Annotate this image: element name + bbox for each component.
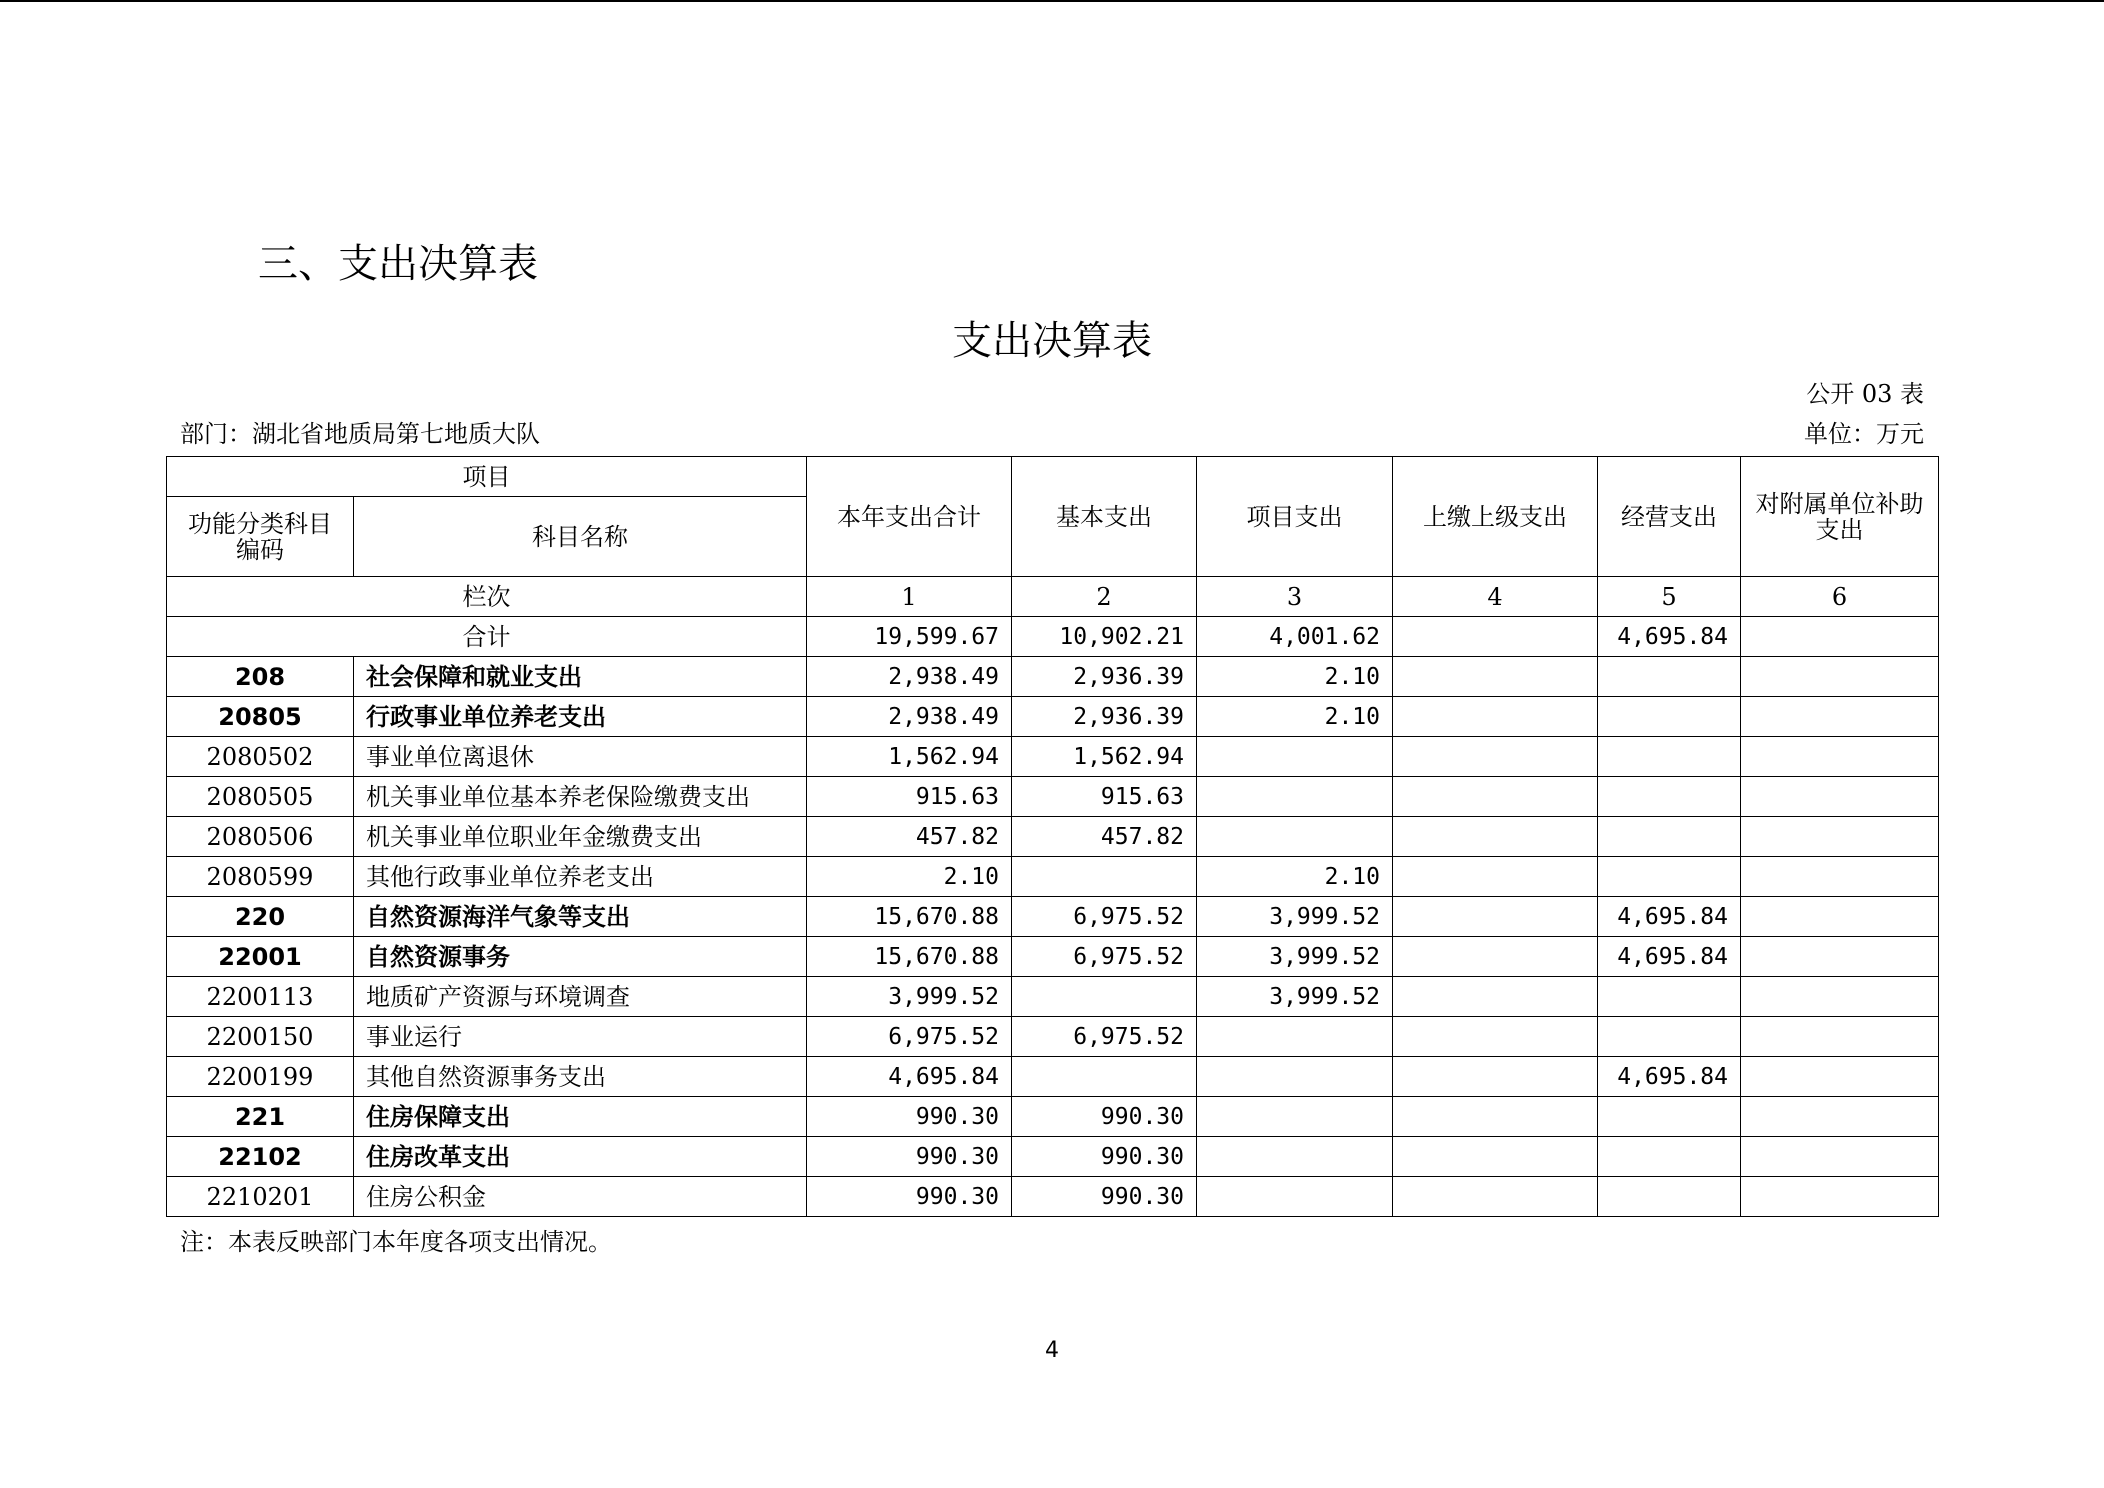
- header-total: 本年支出合计: [807, 457, 1012, 577]
- table-row: [167, 737, 1939, 777]
- table-row: [167, 937, 1939, 977]
- table-row: [167, 1097, 1939, 1137]
- row-total: 4,695.84: [807, 1057, 1012, 1097]
- row-total: 990.30: [807, 1137, 1012, 1177]
- row-subsidy: [1741, 737, 1939, 777]
- row-total: 1,562.94: [807, 737, 1012, 777]
- row-subsidy: [1741, 697, 1939, 737]
- row-name: 其他行政事业单位养老支出: [354, 857, 807, 897]
- row-code: 2200199: [167, 1057, 354, 1097]
- row-basic: 990.30: [1012, 1177, 1197, 1217]
- row-project: [1197, 817, 1393, 857]
- row-superior: [1393, 977, 1598, 1017]
- row-total: 915.63: [807, 777, 1012, 817]
- row-subsidy: [1741, 1137, 1939, 1177]
- row-basic: 6,975.52: [1012, 937, 1197, 977]
- row-subsidy: [1741, 857, 1939, 897]
- row-project: [1197, 777, 1393, 817]
- table-row: [167, 1177, 1939, 1217]
- row-code: 20805: [167, 697, 354, 737]
- row-basic: 915.63: [1012, 777, 1197, 817]
- row-superior: [1393, 937, 1598, 977]
- row-project: 3,999.52: [1197, 897, 1393, 937]
- row-name: 住房公积金: [354, 1177, 807, 1217]
- row-business: 4,695.84: [1598, 937, 1741, 977]
- row-basic: 2,936.39: [1012, 657, 1197, 697]
- total-project: 4,001.62: [1197, 617, 1393, 657]
- row-subsidy: [1741, 1017, 1939, 1057]
- table-row: [167, 1057, 1939, 1097]
- row-basic: 990.30: [1012, 1097, 1197, 1137]
- row-business: [1598, 737, 1741, 777]
- row-basic: 6,975.52: [1012, 897, 1197, 937]
- row-business: [1598, 1017, 1741, 1057]
- row-superior: [1393, 857, 1598, 897]
- header-business: 经营支出: [1598, 457, 1741, 577]
- row-code: 2080599: [167, 857, 354, 897]
- row-subsidy: [1741, 1177, 1939, 1217]
- row-code: 220: [167, 897, 354, 937]
- row-code: 208: [167, 657, 354, 697]
- row-basic: [1012, 977, 1197, 1017]
- row-basic: 2,936.39: [1012, 697, 1197, 737]
- row-code: 2210201: [167, 1177, 354, 1217]
- col-number: 5: [1598, 577, 1741, 617]
- total-amount: 19,599.67: [807, 617, 1012, 657]
- row-code: 2080502: [167, 737, 354, 777]
- expenditure-table: [166, 456, 1939, 1217]
- table-row: [167, 1137, 1939, 1177]
- table-row: [167, 977, 1939, 1017]
- row-code: 2080505: [167, 777, 354, 817]
- total-label: 合计: [167, 617, 807, 657]
- row-superior: [1393, 1017, 1598, 1057]
- header-basic: 基本支出: [1012, 457, 1197, 577]
- row-project: [1197, 1017, 1393, 1057]
- row-superior: [1393, 897, 1598, 937]
- row-name: 社会保障和就业支出: [354, 657, 807, 697]
- row-total: 990.30: [807, 1177, 1012, 1217]
- row-total: 3,999.52: [807, 977, 1012, 1017]
- row-business: [1598, 777, 1741, 817]
- total-superior: [1393, 617, 1598, 657]
- row-business: [1598, 697, 1741, 737]
- row-total: 990.30: [807, 1097, 1012, 1137]
- row-business: 4,695.84: [1598, 897, 1741, 937]
- table-row: [167, 697, 1939, 737]
- total-row: [167, 617, 1939, 657]
- row-total: 15,670.88: [807, 897, 1012, 937]
- header-code: 功能分类科目编码: [167, 497, 354, 577]
- table-row: [167, 857, 1939, 897]
- row-project: [1197, 1097, 1393, 1137]
- header-item: 项目: [167, 457, 807, 497]
- row-project: 3,999.52: [1197, 977, 1393, 1017]
- row-total: 2.10: [807, 857, 1012, 897]
- row-project: [1197, 1057, 1393, 1097]
- row-subsidy: [1741, 1057, 1939, 1097]
- row-basic: [1012, 857, 1197, 897]
- unit-label: 单位：万元: [1804, 420, 1924, 448]
- row-superior: [1393, 1177, 1598, 1217]
- total-subsidy: [1741, 617, 1939, 657]
- row-business: [1598, 1177, 1741, 1217]
- row-superior: [1393, 657, 1598, 697]
- row-business: 4,695.84: [1598, 1057, 1741, 1097]
- row-name: 其他自然资源事务支出: [354, 1057, 807, 1097]
- row-business: [1598, 817, 1741, 857]
- total-basic: 10,902.21: [1012, 617, 1197, 657]
- row-project: [1197, 1137, 1393, 1177]
- row-basic: 1,562.94: [1012, 737, 1197, 777]
- row-basic: [1012, 1057, 1197, 1097]
- col-number: 4: [1393, 577, 1598, 617]
- table-row: [167, 1017, 1939, 1057]
- row-total: 6,975.52: [807, 1017, 1012, 1057]
- page-number: 4: [1045, 1338, 1059, 1363]
- row-total: 457.82: [807, 817, 1012, 857]
- row-name: 地质矿产资源与环境调查: [354, 977, 807, 1017]
- column-number-row: [167, 577, 1939, 617]
- row-name: 机关事业单位基本养老保险缴费支出: [354, 777, 807, 817]
- row-name: 住房保障支出: [354, 1097, 807, 1137]
- row-subsidy: [1741, 897, 1939, 937]
- row-superior: [1393, 817, 1598, 857]
- table-row: [167, 817, 1939, 857]
- row-project: [1197, 737, 1393, 777]
- col-number: 3: [1197, 577, 1393, 617]
- row-subsidy: [1741, 1097, 1939, 1137]
- row-name: 自然资源海洋气象等支出: [354, 897, 807, 937]
- row-code: 2080506: [167, 817, 354, 857]
- form-number: 公开 03 表: [1806, 380, 1924, 408]
- row-project: 2.10: [1197, 657, 1393, 697]
- row-project: [1197, 1177, 1393, 1217]
- row-subsidy: [1741, 977, 1939, 1017]
- row-total: 2,938.49: [807, 657, 1012, 697]
- row-name: 自然资源事务: [354, 937, 807, 977]
- row-name: 住房改革支出: [354, 1137, 807, 1177]
- total-business: 4,695.84: [1598, 617, 1741, 657]
- row-basic: 6,975.52: [1012, 1017, 1197, 1057]
- row-total: 2,938.49: [807, 697, 1012, 737]
- row-project: 3,999.52: [1197, 937, 1393, 977]
- row-superior: [1393, 737, 1598, 777]
- row-project: 2.10: [1197, 857, 1393, 897]
- row-subsidy: [1741, 777, 1939, 817]
- row-basic: 457.82: [1012, 817, 1197, 857]
- row-business: [1598, 657, 1741, 697]
- column-row-label: 栏次: [167, 577, 807, 617]
- department-label: 部门：湖北省地质局第七地质大队: [180, 420, 540, 448]
- header-superior: 上缴上级支出: [1393, 457, 1598, 577]
- table-row: [167, 657, 1939, 697]
- row-total: 15,670.88: [807, 937, 1012, 977]
- top-border-line: [0, 0, 2104, 2]
- row-code: 2200150: [167, 1017, 354, 1057]
- row-basic: 990.30: [1012, 1137, 1197, 1177]
- row-code: 221: [167, 1097, 354, 1137]
- row-name: 机关事业单位职业年金缴费支出: [354, 817, 807, 857]
- row-subsidy: [1741, 817, 1939, 857]
- table-title: 支出决算表: [952, 318, 1152, 364]
- row-business: [1598, 1137, 1741, 1177]
- row-business: [1598, 977, 1741, 1017]
- row-superior: [1393, 697, 1598, 737]
- row-superior: [1393, 1097, 1598, 1137]
- table-row: [167, 777, 1939, 817]
- row-superior: [1393, 1137, 1598, 1177]
- section-heading: 三、支出决算表: [258, 241, 538, 287]
- col-number: 1: [807, 577, 1012, 617]
- row-code: 2200113: [167, 977, 354, 1017]
- row-name: 事业运行: [354, 1017, 807, 1057]
- row-name: 事业单位离退休: [354, 737, 807, 777]
- row-superior: [1393, 777, 1598, 817]
- row-subsidy: [1741, 937, 1939, 977]
- table-row: [167, 897, 1939, 937]
- header-project: 项目支出: [1197, 457, 1393, 577]
- row-subsidy: [1741, 657, 1939, 697]
- table-note: 注：本表反映部门本年度各项支出情况。: [180, 1228, 612, 1256]
- row-code: 22102: [167, 1137, 354, 1177]
- header-subsidy: 对附属单位补助支出: [1741, 457, 1939, 577]
- col-number: 2: [1012, 577, 1197, 617]
- col-number: 6: [1741, 577, 1939, 617]
- row-name: 行政事业单位养老支出: [354, 697, 807, 737]
- header-name: 科目名称: [354, 497, 807, 577]
- row-code: 22001: [167, 937, 354, 977]
- row-business: [1598, 857, 1741, 897]
- header-row-1: [167, 457, 1939, 497]
- row-business: [1598, 1097, 1741, 1137]
- row-project: 2.10: [1197, 697, 1393, 737]
- row-superior: [1393, 1057, 1598, 1097]
